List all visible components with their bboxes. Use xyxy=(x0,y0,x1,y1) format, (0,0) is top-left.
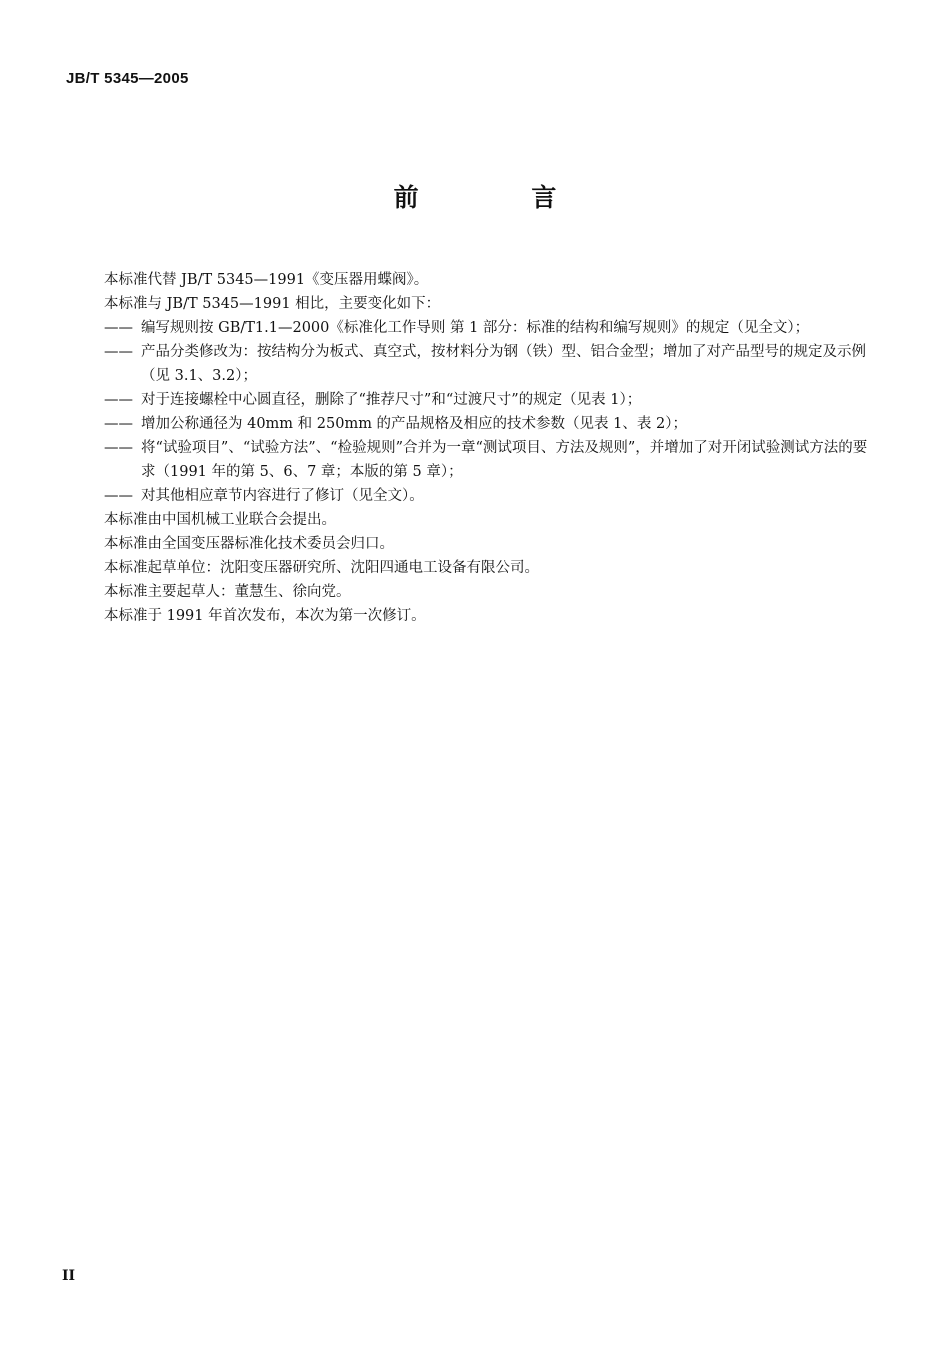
list-item-text: 对其他相应章节内容进行了修订（见全文）。 xyxy=(141,488,424,504)
paragraph-history: 本标准于 1991 年首次发布，本次为第一次修订。 xyxy=(104,608,426,624)
list-dash: —— xyxy=(104,320,133,336)
foreword-body xyxy=(104,268,874,628)
list-dash: —— xyxy=(104,488,133,504)
paragraph-drafters: 本标准主要起草人：董慧生、徐向党。 xyxy=(104,584,351,600)
changes-list xyxy=(104,316,874,508)
paragraph-changes-intro: 本标准与 JB/T 5345—1991 相比，主要变化如下： xyxy=(104,296,441,312)
list-item xyxy=(104,436,874,484)
list-dash: —— xyxy=(104,416,133,432)
list-item-text: 对于连接螺栓中心圆直径，删除了“推荐尺寸”和“过渡尺寸”的规定（见表 1）； xyxy=(141,392,642,408)
list-item-text: 增加公称通径为 40mm 和 250mm 的产品规格及相应的技术参数（见表 1、表 2）； xyxy=(141,416,687,432)
list-item xyxy=(104,388,874,412)
list-item-text: 编写规则按 GB/T1.1—2000《标准化工作导则 第 1 部分：标准的结构和编写规则》的规定（见全文）； xyxy=(141,320,810,336)
document-code: JB/T 5345—2005 xyxy=(66,70,189,87)
paragraph-committee: 本标准由全国变压器标准化技术委员会归口。 xyxy=(104,536,394,552)
page-number: II xyxy=(62,1268,76,1284)
list-dash: —— xyxy=(104,440,133,456)
list-item xyxy=(104,412,874,436)
list-dash: —— xyxy=(104,392,133,408)
paragraph-replaces: 本标准代替 JB/T 5345—1991《变压器用蝶阀》。 xyxy=(104,272,429,288)
list-item xyxy=(104,316,874,340)
paragraph-drafting-units: 本标准起草单位：沈阳变压器研究所、沈阳四通电工设备有限公司。 xyxy=(104,560,539,576)
list-item-text: 将“试验项目”、“试验方法”、“检验规则”合并为一章“测试项目、方法及规则”，并增加了对开闭试验测试方法的要求（1991 年的第 5、6、7 章；本版的第 5 章）； xyxy=(141,440,868,480)
list-item-text: 产品分类修改为：按结构分为板式、真空式，按材料分为钢（铁）型、铝合金型；增加了对产品型号的规定及示例（见 3.1、3.2）； xyxy=(141,344,866,384)
paragraph-proposer: 本标准由中国机械工业联合会提出。 xyxy=(104,512,336,528)
list-item xyxy=(104,340,874,388)
list-dash: —— xyxy=(104,344,133,360)
section-title: 前 言 xyxy=(393,183,609,212)
list-item xyxy=(104,484,874,508)
